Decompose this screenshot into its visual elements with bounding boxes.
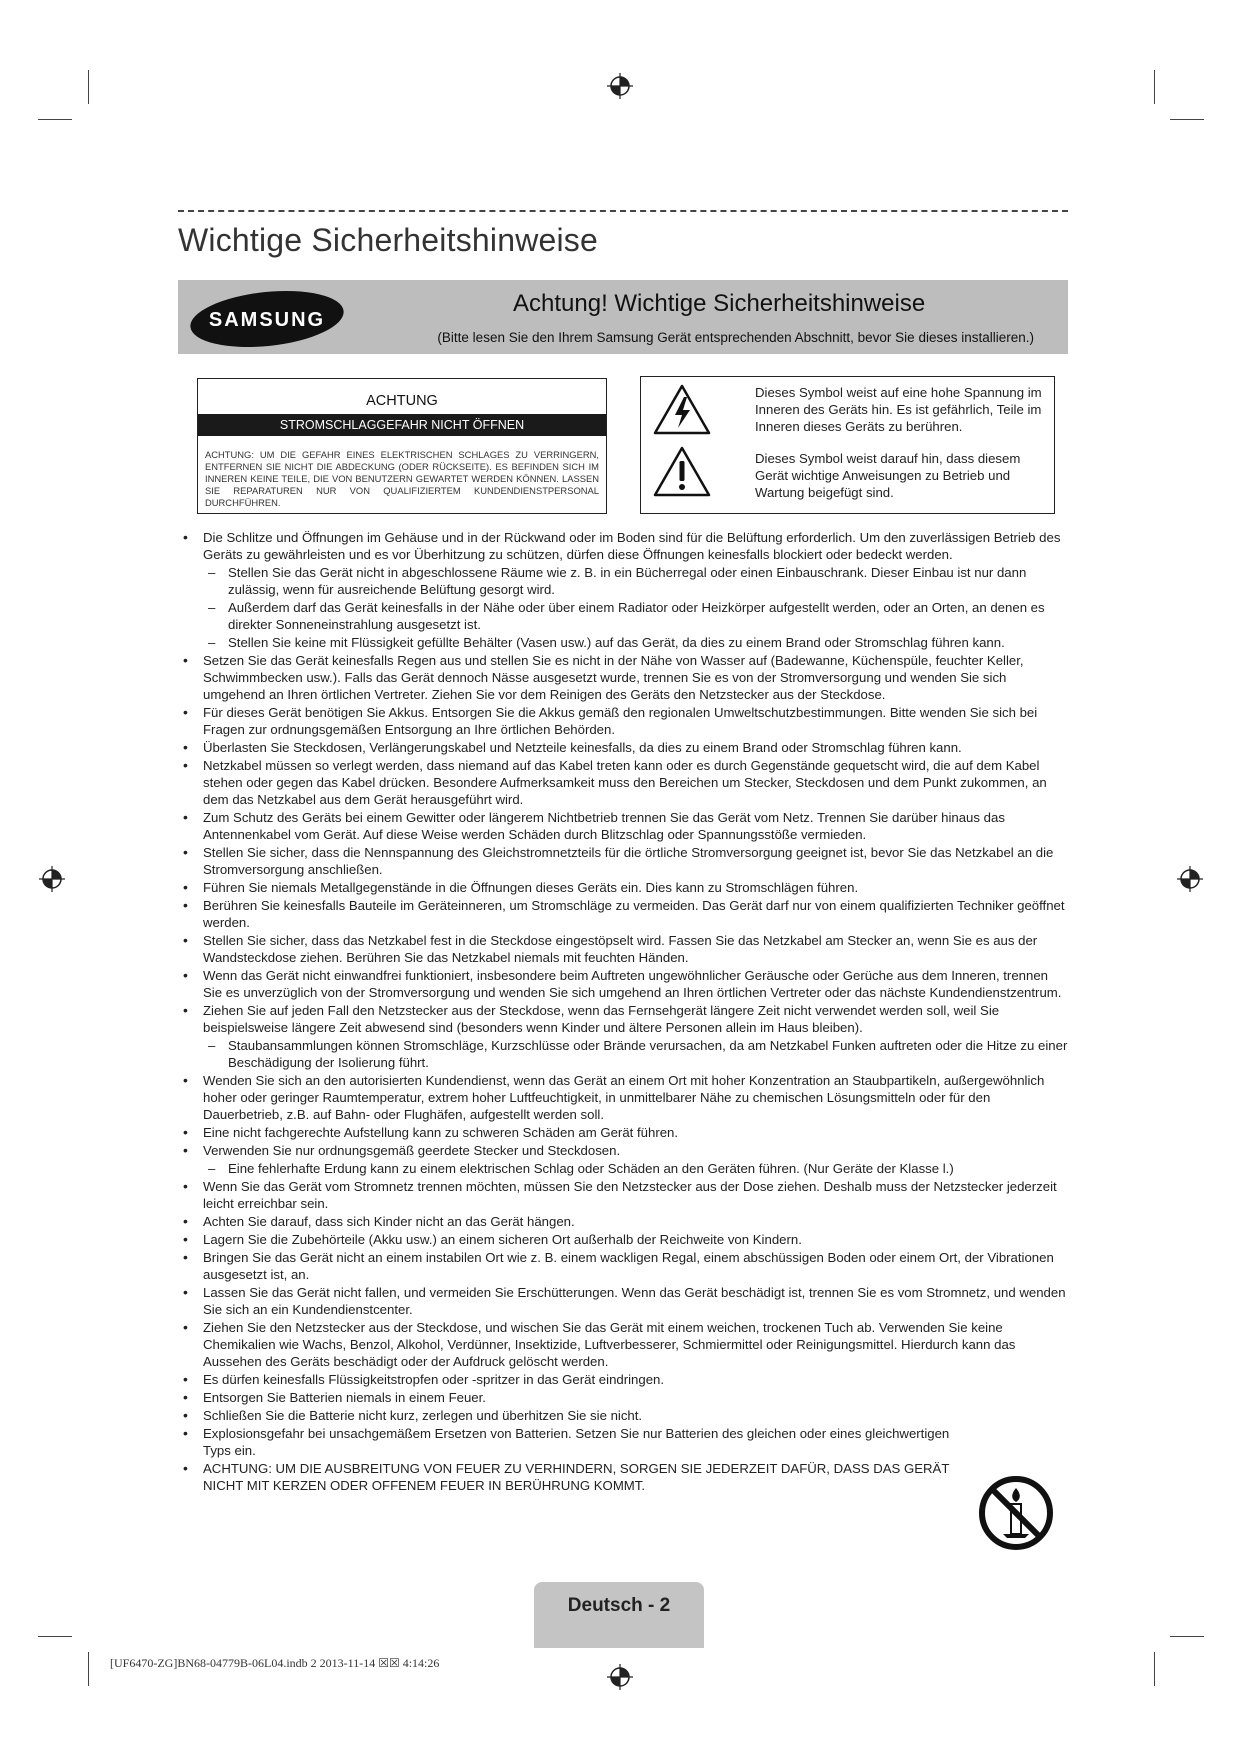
list-item: • Wenn das Gerät nicht einwandfrei funktioniert, insbesondere beim Auftreten ungewöhnlicher Geräusche oder Gerüche aus dem Inneren, trennen Sie es unverzüglich von der Stromversorgung und wenden Sie sich umgehend an Ihren örtlichen Vertreter oder das nächste Kundendienstzentrum. xyxy=(178,967,1070,1001)
list-item: • Verwenden Sie nur ordnungsgemäß geerdete Stecker und Steckdosen. xyxy=(178,1142,1070,1159)
registration-mark-icon xyxy=(1177,866,1203,892)
list-item: • Wenden Sie sich an den autorisierten Kundendienst, wenn das Gerät an einem Ort mit hoher Konzentration an Staubpartikeln, außergewöhnlich hoher oder geringer Raumtemperatur, extrem hoher Luftfeuchtigkeit, in unmittelbarer Nähe zu chemischen Lösungsmitteln oder für den Dauerbetrieb, z.B. auf Bahn- oder Flughäfen, aufgestellt werden soll. xyxy=(178,1072,1070,1123)
no-open-flame-icon xyxy=(977,1474,1055,1552)
attention-text: Dieses Symbol weist darauf hin, dass diesem Gerät wichtige Anweisungen zu Betrieb und Wartung beigefügt sind. xyxy=(755,451,1021,500)
list-item: • Lagern Sie die Zubehörteile (Akku usw.) an einem sicheren Ort außerhalb der Reichweite von Kindern. xyxy=(178,1231,1070,1248)
sub-list-item: – Eine fehlerhafte Erdung kann zu einem elektrischen Schlag oder Schäden an den Geräten führen. (Nur Geräte der Klasse l.) xyxy=(178,1160,1070,1177)
crop-mark xyxy=(38,1636,72,1637)
page-number-label: Deutsch - 2 xyxy=(567,1595,671,1616)
list-item: • Führen Sie niemals Metallgegenstände in die Öffnungen dieses Geräts ein. Dies kann zu Stromschlägen führen. xyxy=(178,879,1070,896)
sub-list-item: – Außerdem darf das Gerät keinesfalls in der Nähe oder über einem Radiator oder Heizkörper aufgestellt werden, oder an Orten, an denen es direkter Sonneneinstrahlung ausgesetzt ist. xyxy=(178,599,1070,633)
caution-box xyxy=(197,378,607,514)
page-title: Wichtige Sicherheitshinweise xyxy=(178,222,599,258)
crop-mark xyxy=(1170,1636,1204,1637)
safety-banner xyxy=(178,280,1068,354)
list-item: • Lassen Sie das Gerät nicht fallen, und vermeiden Sie Erschütterungen. Wenn das Gerät beschädigt ist, trennen Sie es vom Stromnetz, und wenden Sie sich an ein Kundendienstcenter. xyxy=(178,1284,1070,1318)
list-item: • Berühren Sie keinesfalls Bauteile im Geräteinneren, um Stromschläge zu vermeiden. Das Gerät darf nur von einem qualifizierten Techniker geöffnet werden. xyxy=(178,897,1070,931)
list-item: • Entsorgen Sie Batterien niemals in einem Feuer. xyxy=(178,1389,1070,1406)
banner-subtitle: (Bitte lesen Sie den Ihrem Samsung Gerät entsprechenden Abschnitt, bevor Sie dieses installieren.) xyxy=(437,330,1034,345)
dashed-divider xyxy=(178,210,1068,212)
list-item: • Ziehen Sie den Netzstecker aus der Steckdose, und wischen Sie das Gerät mit einem weichen, trockenen Tuch ab. Verwenden Sie keine Chemikalien wie Wachs, Benzol, Alkohol, Verdünner, Insektizide, Luftverbesserer, Schmiermittel oder Reinigungsmittel. Hierdurch kann das Aussehen des Geräts beschädigt oder der Aufdruck gelöscht werden. xyxy=(178,1319,1070,1370)
list-item: • Stellen Sie sicher, dass das Netzkabel fest in die Steckdose eingestöpselt wird. Fassen Sie das Netzkabel am Stecker an, wenn Sie es aus der Wandsteckdose ziehen. Berühren Sie das Netzkabel niemals mit feuchten Händen. xyxy=(178,932,1070,966)
crop-mark xyxy=(1154,70,1155,104)
crop-mark xyxy=(1170,119,1204,120)
crop-mark xyxy=(88,70,89,104)
caution-bar: STROMSCHLAGGEFAHR NICHT ÖFFNEN xyxy=(198,414,606,436)
svg-text:SAMSUNG: SAMSUNG xyxy=(208,309,326,331)
list-item: • Überlasten Sie Steckdosen, Verlängerungskabel und Netzteile keinesfalls, da dies zu einem Brand oder Stromschlag führen kann. xyxy=(178,739,1070,756)
list-item: • Für dieses Gerät benötigen Sie Akkus. Entsorgen Sie die Akkus gemäß den regionalen Umweltschutzbestimmungen. Bitte wenden Sie sich bei Fragen zur ordnungsgemäßen Entsorgung an Ihre örtlichen Behörden. xyxy=(178,704,1070,738)
list-item: • Zum Schutz des Geräts bei einem Gewitter oder längerem Nichtbetrieb trennen Sie das Gerät vom Netz. Trennen Sie darüber hinaus das Antennenkabel vom Gerät. Auf diese Weise werden Schäden durch Blitzschlag oder Spannungsstöße vermieden. xyxy=(178,809,1070,843)
list-item: • Achten Sie darauf, dass sich Kinder nicht an das Gerät hängen. xyxy=(178,1213,1070,1230)
crop-mark xyxy=(38,119,72,120)
list-item: • Schließen Sie die Batterie nicht kurz, zerlegen und überhitzen Sie sie nicht. xyxy=(178,1407,1070,1424)
caution-text: ACHTUNG: UM DIE GEFAHR EINES ELEKTRISCHEN SCHLAGES ZU VERRINGERN, ENTFERNEN SIE NICHT DIE ABDECKUNG (ODER RÜCKSEITE). ES BEFINDEN SICH IM INNEREN KEINE TEILE, DIE VON BENUTZERN GEWARTET WERDEN KÖNNEN. LASSEN SIE REPARATUREN NUR VON QUALIFIZIERTEM KUNDENDIENSTPERSONAL DURCHFÜHREN. xyxy=(205,449,599,508)
list-item: • Die Schlitze und Öffnungen im Gehäuse und in der Rückwand oder im Boden sind für die Belüftung erforderlich. Um den zuverlässigen Betrieb des Geräts zu gewährleisten und es vor Überhitzung zu schützen, dürfen diese Öffnungen keinesfalls blockiert oder bedeckt werden. xyxy=(178,529,1070,563)
exclamation-triangle-icon xyxy=(653,445,711,497)
sub-list-item: – Stellen Sie keine mit Flüssigkeit gefüllte Behälter (Vasen usw.) auf das Gerät, da dies zu einem Brand oder Stromschlag führen kann. xyxy=(178,634,1070,651)
list-item: • Bringen Sie das Gerät nicht an einem instabilen Ort wie z. B. einem wackligen Regal, einem abschüssigen Boden oder einem Ort, der Vibrationen ausgesetzt ist, an. xyxy=(178,1249,1070,1283)
registration-mark-icon xyxy=(607,1664,633,1690)
list-item: • ACHTUNG: UM DIE AUSBREITUNG VON FEUER ZU VERHINDERN, SORGEN SIE JEDERZEIT DAFÜR, DASS DAS GERÄT NICHT MIT KERZEN ODER OFFENEM FEUER IN BERÜHRUNG KOMMT. xyxy=(178,1460,1070,1494)
list-item: • Stellen Sie sicher, dass die Nennspannung des Gleichstromnetzteils für die örtliche Stromversorgung geeignet ist, bevor Sie das Netzkabel an die Stromversorgung anschließen. xyxy=(178,844,1070,878)
symbols-box xyxy=(640,376,1055,514)
caution-title: ACHTUNG xyxy=(366,393,438,409)
list-item: • Es dürfen keinesfalls Flüssigkeitstropfen oder -spritzer in das Gerät eindringen. xyxy=(178,1371,1070,1388)
list-item: • Explosionsgefahr bei unsachgemäßem Ersetzen von Batterien. Setzen Sie nur Batterien des gleichen oder eines gleichwertigen Typs ein. xyxy=(178,1425,1070,1459)
crop-mark xyxy=(88,1652,89,1686)
page-number-tab xyxy=(534,1582,704,1648)
print-file-info: [UF6470-ZG]BN68-04779B-06L04.indb 2 2013-11-14 ☒☒ 4:14:26 xyxy=(110,1656,440,1670)
crop-mark xyxy=(1154,1652,1155,1686)
registration-mark-icon xyxy=(39,866,65,892)
list-item: • Setzen Sie das Gerät keinesfalls Regen aus und stellen Sie es nicht in der Nähe von Wasser auf (Badewanne, Küchenspüle, feuchter Keller, Schwimmbecken usw.). Falls das Gerät dennoch Nässe ausgesetzt wurde, trennen Sie es von der Stromversorgung und wenden Sie sich umgehend an Ihren örtlichen Vertreter. Ziehen Sie vor dem Reinigen des Geräts den Netzstecker aus der Steckdose. xyxy=(178,652,1070,703)
sub-list-item: – Staubansammlungen können Stromschläge, Kurzschlüsse oder Brände verursachen, da am Netzkabel Funken auftreten oder die Hitze zu einer Beschädigung der Isolierung führt. xyxy=(178,1037,1070,1071)
safety-list xyxy=(178,529,1070,1495)
list-item: • Eine nicht fachgerechte Aufstellung kann zu schweren Schäden am Gerät führen. xyxy=(178,1124,1070,1141)
list-item: • Wenn Sie das Gerät vom Stromnetz trennen möchten, müssen Sie den Netzstecker aus der Dose ziehen. Deshalb muss der Netzstecker jederzeit leicht erreichbar sein. xyxy=(178,1178,1070,1212)
samsung-logo xyxy=(188,288,346,348)
registration-mark-icon xyxy=(607,73,633,99)
lightning-triangle-icon xyxy=(653,383,711,435)
sub-list-item: – Stellen Sie das Gerät nicht in abgeschlossene Räume wie z. B. in ein Bücherregal oder einen Einbauschrank. Dieser Einbau ist nur dann zulässig, wenn für ausreichende Belüftung gesorgt wird. xyxy=(178,564,1070,598)
list-item: • Ziehen Sie auf jeden Fall den Netzstecker aus der Steckdose, wenn das Fernsehgerät längere Zeit nicht verwendet werden soll, weil Sie beispielsweise längere Zeit abwesend sind (besonders wenn Kinder und ältere Personen allein im Haus bleiben). xyxy=(178,1002,1070,1036)
list-item: • Netzkabel müssen so verlegt werden, dass niemand auf das Kabel treten kann oder es durch Gegenstände gequetscht wird, die auf dem Kabel stehen oder gegen das Kabel drücken. Besondere Aufmerksamkeit muss den Bereichen um Stecker, Steckdosen und dem Punkt zukommen, an dem das Netzkabel aus dem Gerät herausgeführt wird. xyxy=(178,757,1070,808)
high-voltage-text: Dieses Symbol weist auf eine hohe Spannung im Inneren des Geräts hin. Es ist gefährlich, Teile im Inneren dieses Geräts zu berühren. xyxy=(755,385,1042,434)
banner-title: Achtung! Wichtige Sicherheitshinweise xyxy=(513,290,926,317)
